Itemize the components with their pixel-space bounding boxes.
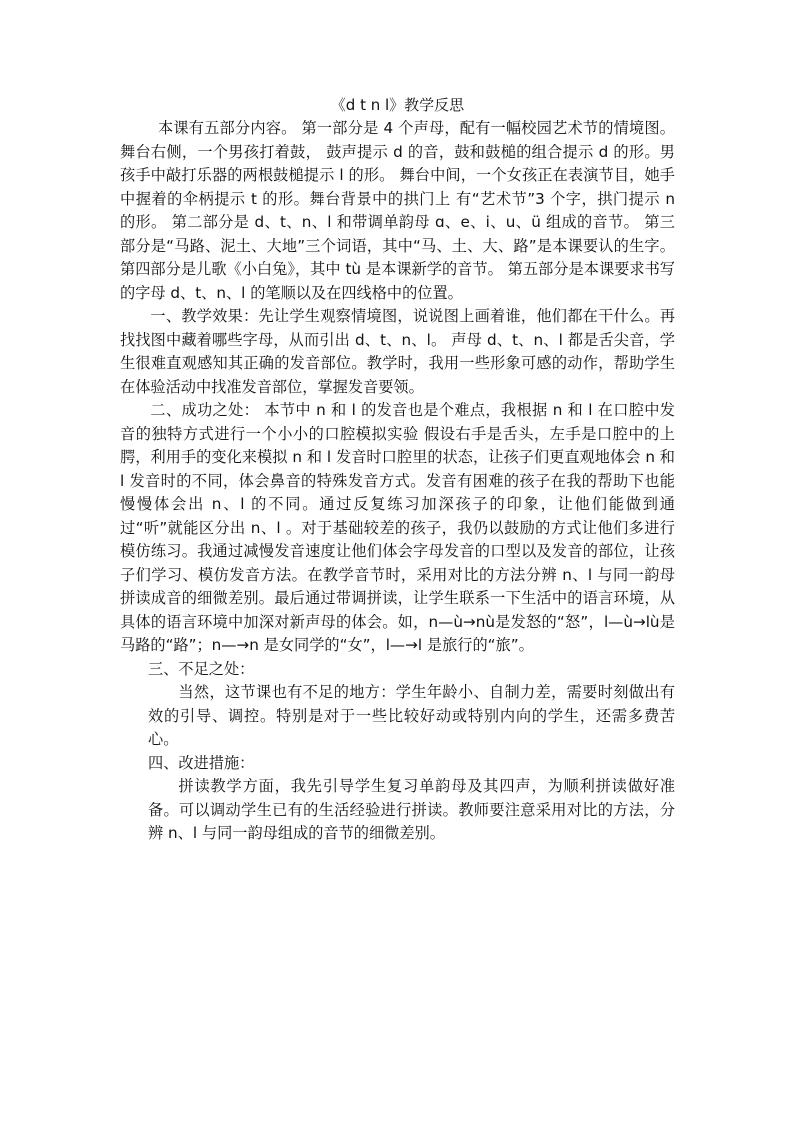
heading-shortcomings: 三、不足之处：	[148, 659, 255, 678]
paragraph-intro: 本课有五部分内容。 第一部分是 4 个声母，配有一幅校园艺术节的情境图。舞台右侧，一个男孩打着鼓， 鼓声提示 d 的音，鼓和鼓槌的组合提示 d 的形。男孩手中敲打乐器的两根鼓槌提示 l 的形。 舞台中间，一个女孩正在表演节目，她手中握着的伞柄提示 t 的形。舞台背景中的拱门上 有“艺术节”3 个字，拱门提示 n 的形。 第二部分是 d、t、n、l 和带调单韵母 ɑ、e、i、u、ü 组成的音节。 第三部分是“马路、泥土、大地”三个词语，其中“马、土、大、路”是本课要认的生字。 第四部分是儿歌《小白兔》，其中 tù 是本课新学的音节。 第五部分是本课要求书写的字母 d、t、n、l 的笔顺以及在四线格中的位置。	[120, 119, 675, 302]
paragraph-success: 二、成功之处： 本节中 n 和 l 的发音也是个难点，我根据 n 和 l 在口腔中发音的独特方式进行一个小小的口腔模拟实验 假设右手是舌头，左手是口腔中的上腭，利用手的变化来模拟 n 和 l 发音时口腔里的状态，让孩子们更直观地体会 n 和 l 发音时的不同，体会鼻音的特殊发音方式。发音有困难的孩子在我的帮助下也能慢慢体会出 n、l 的不同。通过反复练习加深孩子的印象，让他们能做到通过“听”就能区分出 n、l 。对于基础较差的孩子，我仍以鼓励的方式让他们多进行模仿练习。我通过减慢发音速度让他们体会字母发音的口型以及发音的部位，让孩子们学习、模仿发音方法。在教学音节时，采用对比的方法分辨 n、l 与同一韵母拼读成音的细微差别。最后通过带调拼读，让学生联系一下生活中的语言环境，从具体的语言环境中加深对新声母的体会。如，n—ù→nù是发怒的“怒”，l—ù→lù是马路的“路”；n—→n 是女同学的“女”，l—→l 是旅行的“旅”。	[120, 401, 675, 654]
heading-improvements: 四、改进措施：	[148, 753, 255, 772]
document-title: 《d t n l》教学反思	[330, 96, 465, 114]
paragraph-shortcomings: 当然，这节课也有不足的地方：学生年龄小、自制力差，需要时刻做出有效的引导、调控。特别是对于一些比较好动或特别内向的学生，还需多费苦心。	[148, 683, 675, 748]
document-body	[120, 117, 675, 846]
paragraph-teaching-effect: 一、教学效果：先让学生观察情境图，说说图上画着谁，他们都在干什么。再找找图中藏着哪些字母，从而引出 d、t、n、l。 声母 d、t、n、l 都是舌尖音，学生很难直观感知其正确的发音部位。教学时，我用一些形象可感的动作，帮助学生在体验活动中找准发音部位，掌握发音要领。	[120, 307, 675, 396]
paragraph-improvements: 拼读教学方面，我先引导学生复习单韵母及其四声，为顺利拼读做好准备。可以调动学生已有的生活经验进行拼读。教师要注意采用对比的方法，分辨 n、l 与同一韵母组成的音节的细微差别。	[148, 777, 675, 842]
